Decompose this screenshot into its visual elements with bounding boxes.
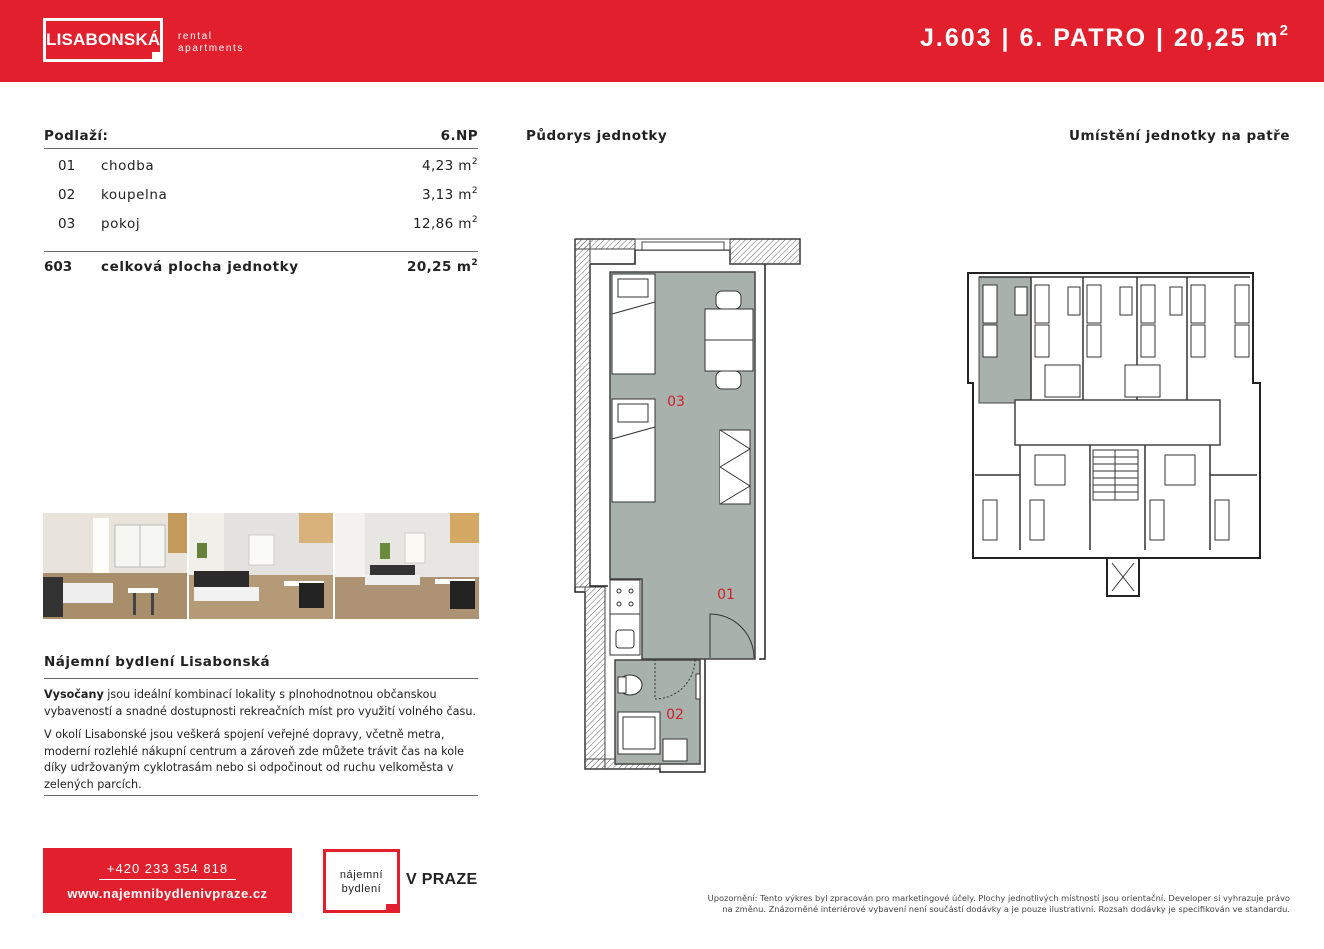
floor-value: 6.NP: [440, 128, 478, 144]
interior-photos: [43, 513, 479, 619]
room-name: koupelna: [101, 187, 168, 203]
area-table: [44, 126, 478, 282]
unit-sup: 2: [471, 258, 478, 268]
unit-floor-plan[interactable]: [570, 234, 835, 779]
table-row: [44, 152, 478, 181]
table-row: [44, 181, 478, 210]
brand-logo-text: LISABONSKÁ: [46, 30, 161, 49]
room-area-value: 4,23 m: [421, 158, 472, 174]
disclaimer-line-1: Upozornění: Tento výkres byl zpracován pro marketingové účely. Plochy jednotlivých místností jsou orientační. Developer si vyhrazuje právo: [707, 893, 1290, 903]
about-paragraph-2: V okolí Lisabonské jsou veškerá spojení veřejné dopravy, včetně metra, moderní rozlehlé nákupní centrum a zároveň zde můžete trávit čas na kole díky udržovaným cyklotrasám nebo si odpočinout od ruchu velkoměsta v zelených parcích.: [44, 728, 465, 791]
brand-tagline: [178, 31, 244, 55]
phone-link[interactable]: +420 233 354 818: [106, 861, 229, 876]
room-area: [422, 152, 478, 181]
logo2-line-2: bydlení: [341, 883, 382, 895]
room-area-value: 3,13 m: [421, 187, 472, 203]
total-area-value: 20,25 m: [407, 259, 472, 275]
table-row: [44, 210, 478, 239]
room-area-value: 12,86 m: [412, 216, 472, 232]
floor-location-plan[interactable]: [965, 265, 1280, 605]
room-number: 02: [58, 187, 76, 203]
logo-corner-mark: [386, 904, 400, 913]
about-paragraph-1: [44, 687, 478, 720]
divider: [99, 879, 236, 880]
unit-sup: 2: [471, 215, 478, 225]
website-link[interactable]: www.najemnibydlenivpraze.cz: [67, 886, 268, 901]
logo2-suffix: V PRAZE: [406, 871, 478, 888]
total-row: [44, 251, 478, 282]
floor-label: Podlaží:: [44, 128, 109, 144]
total-label: celková plocha jednotky: [101, 259, 299, 275]
unit-sup: 2: [471, 186, 478, 196]
najemni-bydleni-logo[interactable]: [323, 849, 400, 913]
interior-photo-2[interactable]: [189, 513, 333, 619]
unit-number: 603: [44, 259, 73, 275]
wardrobe: [720, 430, 750, 504]
room-label-01: 01: [717, 587, 735, 603]
about-paragraph-1-text: jsou ideální kombinací lokality s plnohodnotnou občanskou vybaveností a snadné dostupnosti rekreačních míst pro využití volného času.: [44, 688, 476, 718]
room-name: chodba: [101, 158, 155, 174]
logo-corner-mark: [152, 52, 163, 62]
tagline-line-2: apartments: [178, 43, 245, 54]
room-list: [44, 152, 478, 239]
about-title: Nájemní bydlení Lisabonská: [44, 654, 478, 679]
total-area: [407, 252, 478, 282]
tagline-line-1: rental: [178, 31, 213, 42]
bed: [612, 399, 655, 502]
room-number: 03: [58, 216, 76, 232]
unit-title-sup: 2: [1279, 22, 1290, 39]
floor-row: [44, 126, 478, 149]
room-area: [413, 210, 478, 239]
floor-plan-title: Půdorys jednotky: [526, 128, 668, 144]
about-text: [44, 687, 478, 800]
divider: [44, 795, 478, 796]
kitchenette: [610, 580, 640, 655]
disclaimer-line-2: na změnu. Znázorněné interiérové vybavení není součástí dodávky a je pouze ilustrativní. Rozsah dodávky je specifikován ve standardu.: [722, 904, 1290, 914]
staircase: [1093, 450, 1138, 591]
unit-title-text: J.603 | 6. PATRO | 20,25 m: [920, 24, 1280, 52]
interior-photo-1[interactable]: [43, 513, 187, 619]
location-title: Umístění jednotky na patře: [1069, 128, 1290, 144]
unit-title: [920, 24, 1290, 53]
disclaimer: [650, 893, 1290, 915]
room-label-02: 02: [666, 707, 684, 723]
contact-box: [43, 848, 292, 913]
room-label-03: 03: [667, 394, 685, 410]
room-name: pokoj: [101, 216, 141, 232]
brand-logo[interactable]: [43, 18, 163, 62]
about-highlight: Vysočany: [44, 688, 104, 701]
window: [642, 242, 724, 250]
header-bar: [0, 0, 1324, 82]
logo2-line-1: nájemní: [339, 869, 384, 881]
corridor: [1015, 400, 1220, 445]
interior-photo-3[interactable]: [335, 513, 479, 619]
room-number: 01: [58, 158, 76, 174]
bed: [612, 274, 655, 374]
room-area: [422, 181, 478, 210]
unit-sup: 2: [471, 157, 478, 167]
